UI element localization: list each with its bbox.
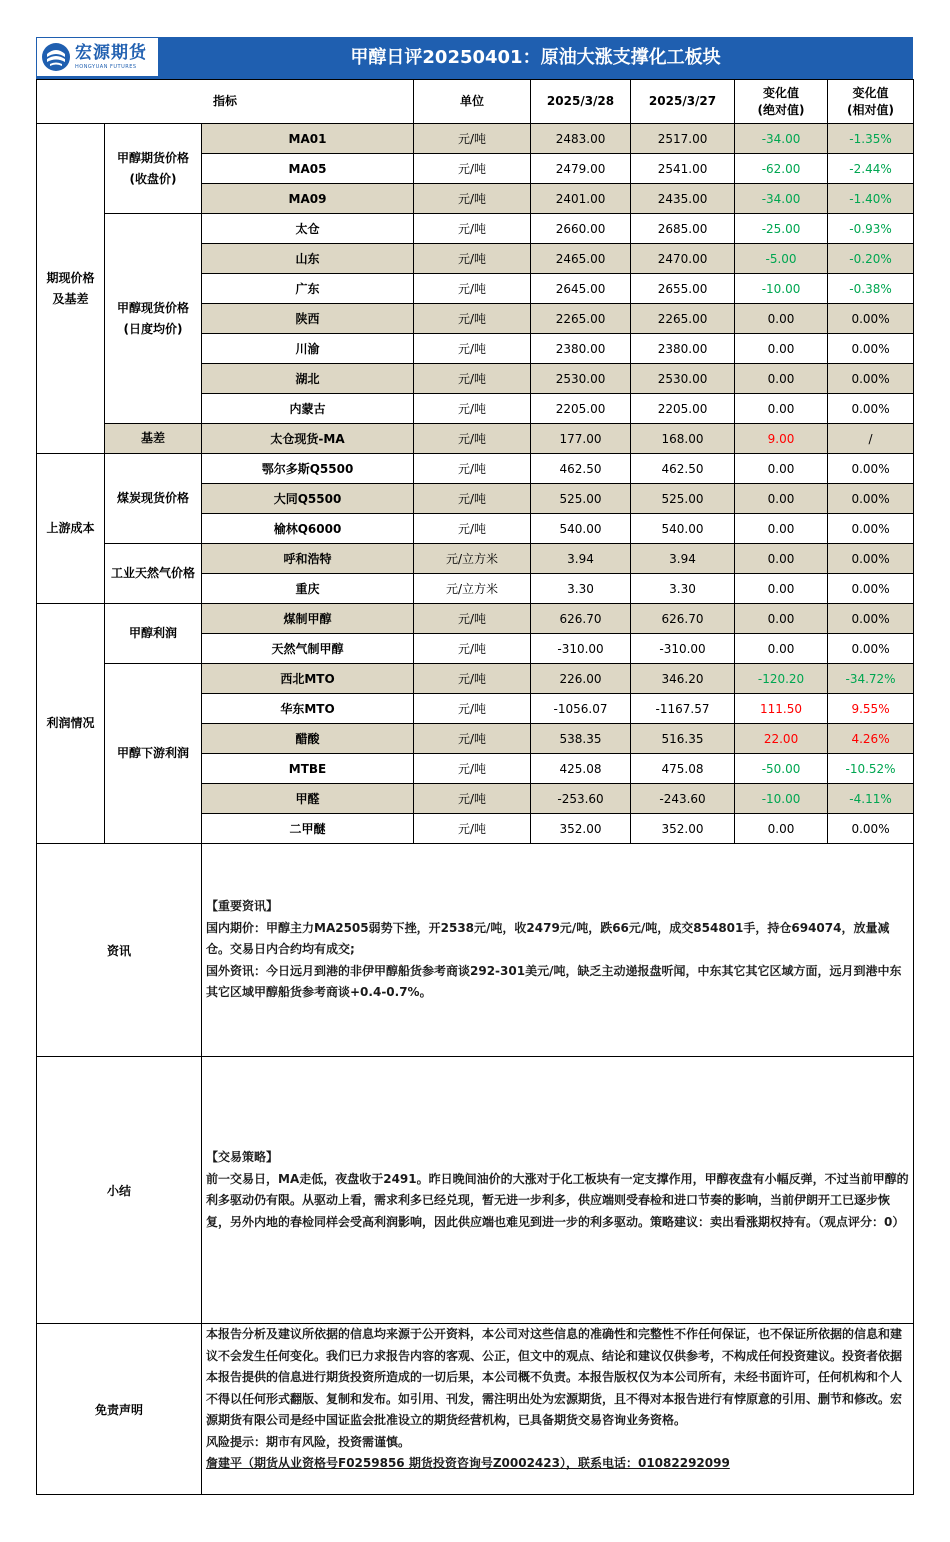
- logo-english-name: HONGYUAN FUTURES: [75, 63, 137, 70]
- table-row: [37, 124, 914, 154]
- abs-change: 0.00: [735, 544, 828, 574]
- value-date2: 2265.00: [631, 304, 735, 334]
- indicator-name: 榆林Q6000: [202, 514, 414, 544]
- value-date2: 352.00: [631, 814, 735, 844]
- unit-cell: 元/吨: [414, 514, 531, 544]
- abs-change: 0.00: [735, 634, 828, 664]
- value-date1: 2530.00: [531, 364, 631, 394]
- indicator-name: 湖北: [202, 364, 414, 394]
- rel-change: -1.40%: [828, 184, 914, 214]
- header-abs-change-text: 变化值 (绝对值): [757, 85, 805, 117]
- value-date1: 2645.00: [531, 274, 631, 304]
- value-date1: 2465.00: [531, 244, 631, 274]
- news-row: [37, 844, 914, 1057]
- risk-warning: 风险提示：期市有风险，投资需谨慎。: [206, 1434, 411, 1449]
- category-profit: [37, 604, 105, 844]
- table-row: [37, 214, 914, 244]
- abs-change: -10.00: [735, 784, 828, 814]
- rel-change: -1.35%: [828, 124, 914, 154]
- value-date2: 2380.00: [631, 334, 735, 364]
- company-logo: [37, 38, 158, 76]
- rel-change: -0.38%: [828, 274, 914, 304]
- header-abs-change: [735, 80, 828, 124]
- indicator-name: 大同Q5500: [202, 484, 414, 514]
- news-foreign: 国外资讯：今日远月到港的非伊甲醇船货参考商谈292-301美元/吨，缺乏主动递报盘听闻，中东其它其它区域方面，远月到港中东其它区域甲醇船货参考商谈+0.4-0.7%。: [206, 963, 902, 1000]
- rel-change: 0.00%: [828, 604, 914, 634]
- rel-change: 4.26%: [828, 724, 914, 754]
- rel-change: 0.00%: [828, 304, 914, 334]
- unit-cell: 元/吨: [414, 484, 531, 514]
- abs-change: -5.00: [735, 244, 828, 274]
- subcategory-spot_price: [105, 214, 202, 424]
- rel-change: 0.00%: [828, 394, 914, 424]
- abs-change: -34.00: [735, 184, 828, 214]
- news-heading: 【重要资讯】: [206, 899, 279, 914]
- rel-change: 0.00%: [828, 574, 914, 604]
- value-date2: 2541.00: [631, 154, 735, 184]
- value-date2: 2517.00: [631, 124, 735, 154]
- value-date1: 2380.00: [531, 334, 631, 364]
- category-label: 期现价格 及基差: [46, 270, 95, 306]
- unit-cell: 元/吨: [414, 154, 531, 184]
- summary-heading: 【交易策略】: [206, 1150, 279, 1164]
- value-date1: 2205.00: [531, 394, 631, 424]
- table-row: [37, 424, 914, 454]
- category-spot: [37, 124, 105, 454]
- table-row: [37, 664, 914, 694]
- indicator-name: 华东MTO: [202, 694, 414, 724]
- table-row: [37, 604, 914, 634]
- value-date2: 2530.00: [631, 364, 735, 394]
- rel-change: 9.55%: [828, 694, 914, 724]
- abs-change: -25.00: [735, 214, 828, 244]
- subcategory-downstream_profit: [105, 664, 202, 844]
- header-unit: 单位: [414, 80, 531, 124]
- value-date1: 540.00: [531, 514, 631, 544]
- value-date2: 3.30: [631, 574, 735, 604]
- value-date1: 177.00: [531, 424, 631, 454]
- rel-change: -0.93%: [828, 214, 914, 244]
- unit-cell: 元/吨: [414, 124, 531, 154]
- indicator-name: 呼和浩特: [202, 544, 414, 574]
- value-date2: 3.94: [631, 544, 735, 574]
- abs-change: 0.00: [735, 484, 828, 514]
- value-date1: -253.60: [531, 784, 631, 814]
- abs-change: 0.00: [735, 394, 828, 424]
- unit-cell: 元/吨: [414, 814, 531, 844]
- unit-cell: 元/吨: [414, 364, 531, 394]
- value-date2: 525.00: [631, 484, 735, 514]
- value-date2: 2435.00: [631, 184, 735, 214]
- value-date1: 2660.00: [531, 214, 631, 244]
- indicator-name: MA05: [202, 154, 414, 184]
- unit-cell: 元/吨: [414, 424, 531, 454]
- summary-row: [37, 1057, 914, 1324]
- abs-change: -62.00: [735, 154, 828, 184]
- abs-change: 9.00: [735, 424, 828, 454]
- value-date1: 462.50: [531, 454, 631, 484]
- subcategory-label: 基差: [140, 431, 165, 445]
- rel-change: 0.00%: [828, 454, 914, 484]
- value-date2: -1167.57: [631, 694, 735, 724]
- abs-change: 0.00: [735, 364, 828, 394]
- unit-cell: 元/吨: [414, 784, 531, 814]
- summary-text: 前一交易日，MA走低，夜盘收于2491。昨日晚间油价的大涨对于化工板块有一定支撑作用，甲醇夜盘有小幅反弹，不过当前甲醇的利多驱动仍有限。从驱动上看，需求利多已经兑现，暂无进一步利多，供应端则受春检和进口节奏的影响，当前伊朗开工已逐步恢复，另外内地的春检同样会受高利润影响，因此供应端也难见到进一步的利多驱动。策略建议：卖出看涨期权持有。（观点评分：0）: [206, 1171, 909, 1229]
- report-sheet: [36, 37, 913, 1495]
- abs-change: -34.00: [735, 124, 828, 154]
- value-date1: -310.00: [531, 634, 631, 664]
- unit-cell: 元/立方米: [414, 574, 531, 604]
- value-date2: 462.50: [631, 454, 735, 484]
- header-rel-change-text: 变化值 (相对值): [847, 85, 895, 117]
- category-label: 上游成本: [46, 521, 95, 535]
- unit-cell: 元/吨: [414, 664, 531, 694]
- header-date1: 2025/3/28: [531, 80, 631, 124]
- rel-change: 0.00%: [828, 544, 914, 574]
- value-date1: 3.94: [531, 544, 631, 574]
- disclaimer-row: [37, 1324, 914, 1495]
- indicator-name: 甲醛: [202, 784, 414, 814]
- subcategory-label: 甲醇利润: [128, 626, 177, 640]
- indicator-name: 煤制甲醇: [202, 604, 414, 634]
- indicator-name: 天然气制甲醇: [202, 634, 414, 664]
- unit-cell: 元/吨: [414, 604, 531, 634]
- abs-change: -50.00: [735, 754, 828, 784]
- value-date1: 538.35: [531, 724, 631, 754]
- news-domestic: 国内期价：甲醇主力MA2505弱势下挫，开2538元/吨，收2479元/吨，跌66元/吨，成交854801手，持仓694074，放量减仓。交易日内合约均有成交;: [206, 920, 890, 957]
- subcategory-label: 甲醇下游利润: [116, 746, 189, 760]
- subcategory-methanol_profit: [105, 604, 202, 664]
- summary-content: [202, 1057, 914, 1324]
- unit-cell: 元/吨: [414, 244, 531, 274]
- unit-cell: 元/吨: [414, 304, 531, 334]
- rel-change: /: [828, 424, 914, 454]
- rel-change: 0.00%: [828, 634, 914, 664]
- value-date2: 346.20: [631, 664, 735, 694]
- unit-cell: 元/吨: [414, 394, 531, 424]
- value-date1: 2483.00: [531, 124, 631, 154]
- rel-change: 0.00%: [828, 334, 914, 364]
- indicator-name: 太仓现货-MA: [202, 424, 414, 454]
- value-date1: -1056.07: [531, 694, 631, 724]
- value-date1: 425.08: [531, 754, 631, 784]
- news-label: 资讯: [37, 844, 202, 1057]
- value-date1: 2265.00: [531, 304, 631, 334]
- indicator-name: 内蒙古: [202, 394, 414, 424]
- abs-change: 111.50: [735, 694, 828, 724]
- header-date2: 2025/3/27: [631, 80, 735, 124]
- abs-change: -120.20: [735, 664, 828, 694]
- value-date2: 2685.00: [631, 214, 735, 244]
- unit-cell: 元/吨: [414, 724, 531, 754]
- indicator-name: 川渝: [202, 334, 414, 364]
- subcategory-coal: [105, 454, 202, 544]
- unit-cell: 元/吨: [414, 454, 531, 484]
- abs-change: 0.00: [735, 334, 828, 364]
- indicator-name: 太仓: [202, 214, 414, 244]
- header-rel-change: [828, 80, 914, 124]
- rel-change: 0.00%: [828, 514, 914, 544]
- rel-change: -0.20%: [828, 244, 914, 274]
- value-date2: 626.70: [631, 604, 735, 634]
- unit-cell: 元/吨: [414, 754, 531, 784]
- rel-change: 0.00%: [828, 484, 914, 514]
- rel-change: -2.44%: [828, 154, 914, 184]
- category-label: 利润情况: [46, 716, 95, 730]
- rel-change: 0.00%: [828, 814, 914, 844]
- value-date1: 626.70: [531, 604, 631, 634]
- logo-chinese-name: 宏源期货: [75, 42, 147, 63]
- value-date1: 2401.00: [531, 184, 631, 214]
- subcategory-gas: [105, 544, 202, 604]
- category-upstream: [37, 454, 105, 604]
- abs-change: 0.00: [735, 304, 828, 334]
- indicator-name: 重庆: [202, 574, 414, 604]
- value-date1: 226.00: [531, 664, 631, 694]
- abs-change: 0.00: [735, 574, 828, 604]
- indicator-name: 鄂尔多斯Q5500: [202, 454, 414, 484]
- value-date2: -310.00: [631, 634, 735, 664]
- table-body: [37, 124, 914, 844]
- subcategory-label: 甲醇现货价格 (日度均价): [116, 300, 189, 336]
- indicator-name: MA01: [202, 124, 414, 154]
- abs-change: 0.00: [735, 604, 828, 634]
- table-row: [37, 544, 914, 574]
- value-date1: 2479.00: [531, 154, 631, 184]
- news-content: [202, 844, 914, 1057]
- value-date2: -243.60: [631, 784, 735, 814]
- indicator-name: 醋酸: [202, 724, 414, 754]
- value-date2: 168.00: [631, 424, 735, 454]
- indicator-name: MA09: [202, 184, 414, 214]
- abs-change: 0.00: [735, 454, 828, 484]
- unit-cell: 元/吨: [414, 694, 531, 724]
- abs-change: 22.00: [735, 724, 828, 754]
- subcategory-label: 煤炭现货价格: [116, 491, 189, 505]
- value-date2: 2205.00: [631, 394, 735, 424]
- table-row: [37, 454, 914, 484]
- analyst-signature: 詹建平（期货从业资格号F0259856 期货投资咨询号Z0002423），联系电话：01082292099: [206, 1456, 730, 1470]
- disclaimer-content: [202, 1324, 914, 1495]
- value-date2: 2655.00: [631, 274, 735, 304]
- subcategory-basis: [105, 424, 202, 454]
- summary-label: 小结: [37, 1057, 202, 1324]
- unit-cell: 元/吨: [414, 634, 531, 664]
- value-date1: 3.30: [531, 574, 631, 604]
- data-table: [36, 79, 914, 1495]
- rel-change: 0.00%: [828, 364, 914, 394]
- value-date2: 2470.00: [631, 244, 735, 274]
- indicator-name: 西北MTO: [202, 664, 414, 694]
- unit-cell: 元/吨: [414, 274, 531, 304]
- table-header-row: [37, 80, 914, 124]
- unit-cell: 元/立方米: [414, 544, 531, 574]
- unit-cell: 元/吨: [414, 214, 531, 244]
- report-title: 甲醇日评20250401：原油大涨支撑化工板块: [350, 47, 721, 68]
- indicator-name: 山东: [202, 244, 414, 274]
- value-date1: 352.00: [531, 814, 631, 844]
- value-date2: 475.08: [631, 754, 735, 784]
- disclaimer-label: 免责声明: [37, 1324, 202, 1495]
- unit-cell: 元/吨: [414, 184, 531, 214]
- subcategory-label: 工业天然气价格: [110, 566, 195, 580]
- abs-change: 0.00: [735, 514, 828, 544]
- report-header: [36, 37, 913, 79]
- disclaimer-text: 本报告分析及建议所依据的信息均来源于公开资料，本公司对这些信息的准确性和完整性不作任何保证，也不保证所依据的信息和建议不会发生任何变化。我们已力求报告内容的客观、公正，但文中的观点、结论和建议仅供参考，不构成任何投资建议。投资者依据本报告提供的信息进行期货投资所造成的一切后果，本公司概不负责。本报告版权仅为本公司所有，未经书面许可，任何机构和个人不得以任何形式翻版、复制和发布。如引用、刊发，需注明出处为宏源期货，且不得对本报告进行有悖原意的引用、删节和修改。宏源期货有限公司是经中国证监会批准设立的期货经营机构，已具备期货交易咨询业务资格。: [206, 1327, 903, 1427]
- indicator-name: 陕西: [202, 304, 414, 334]
- unit-cell: 元/吨: [414, 334, 531, 364]
- value-date2: 516.35: [631, 724, 735, 754]
- abs-change: 0.00: [735, 814, 828, 844]
- indicator-name: 广东: [202, 274, 414, 304]
- header-indicator: 指标: [37, 80, 414, 124]
- hongyuan-logo-icon: [41, 42, 71, 72]
- subcategory-label: 甲醇期货价格 (收盘价): [116, 150, 189, 186]
- value-date1: 525.00: [531, 484, 631, 514]
- abs-change: -10.00: [735, 274, 828, 304]
- rel-change: -34.72%: [828, 664, 914, 694]
- rel-change: -4.11%: [828, 784, 914, 814]
- subcategory-futures: [105, 124, 202, 214]
- indicator-name: MTBE: [202, 754, 414, 784]
- indicator-name: 二甲醚: [202, 814, 414, 844]
- rel-change: -10.52%: [828, 754, 914, 784]
- value-date2: 540.00: [631, 514, 735, 544]
